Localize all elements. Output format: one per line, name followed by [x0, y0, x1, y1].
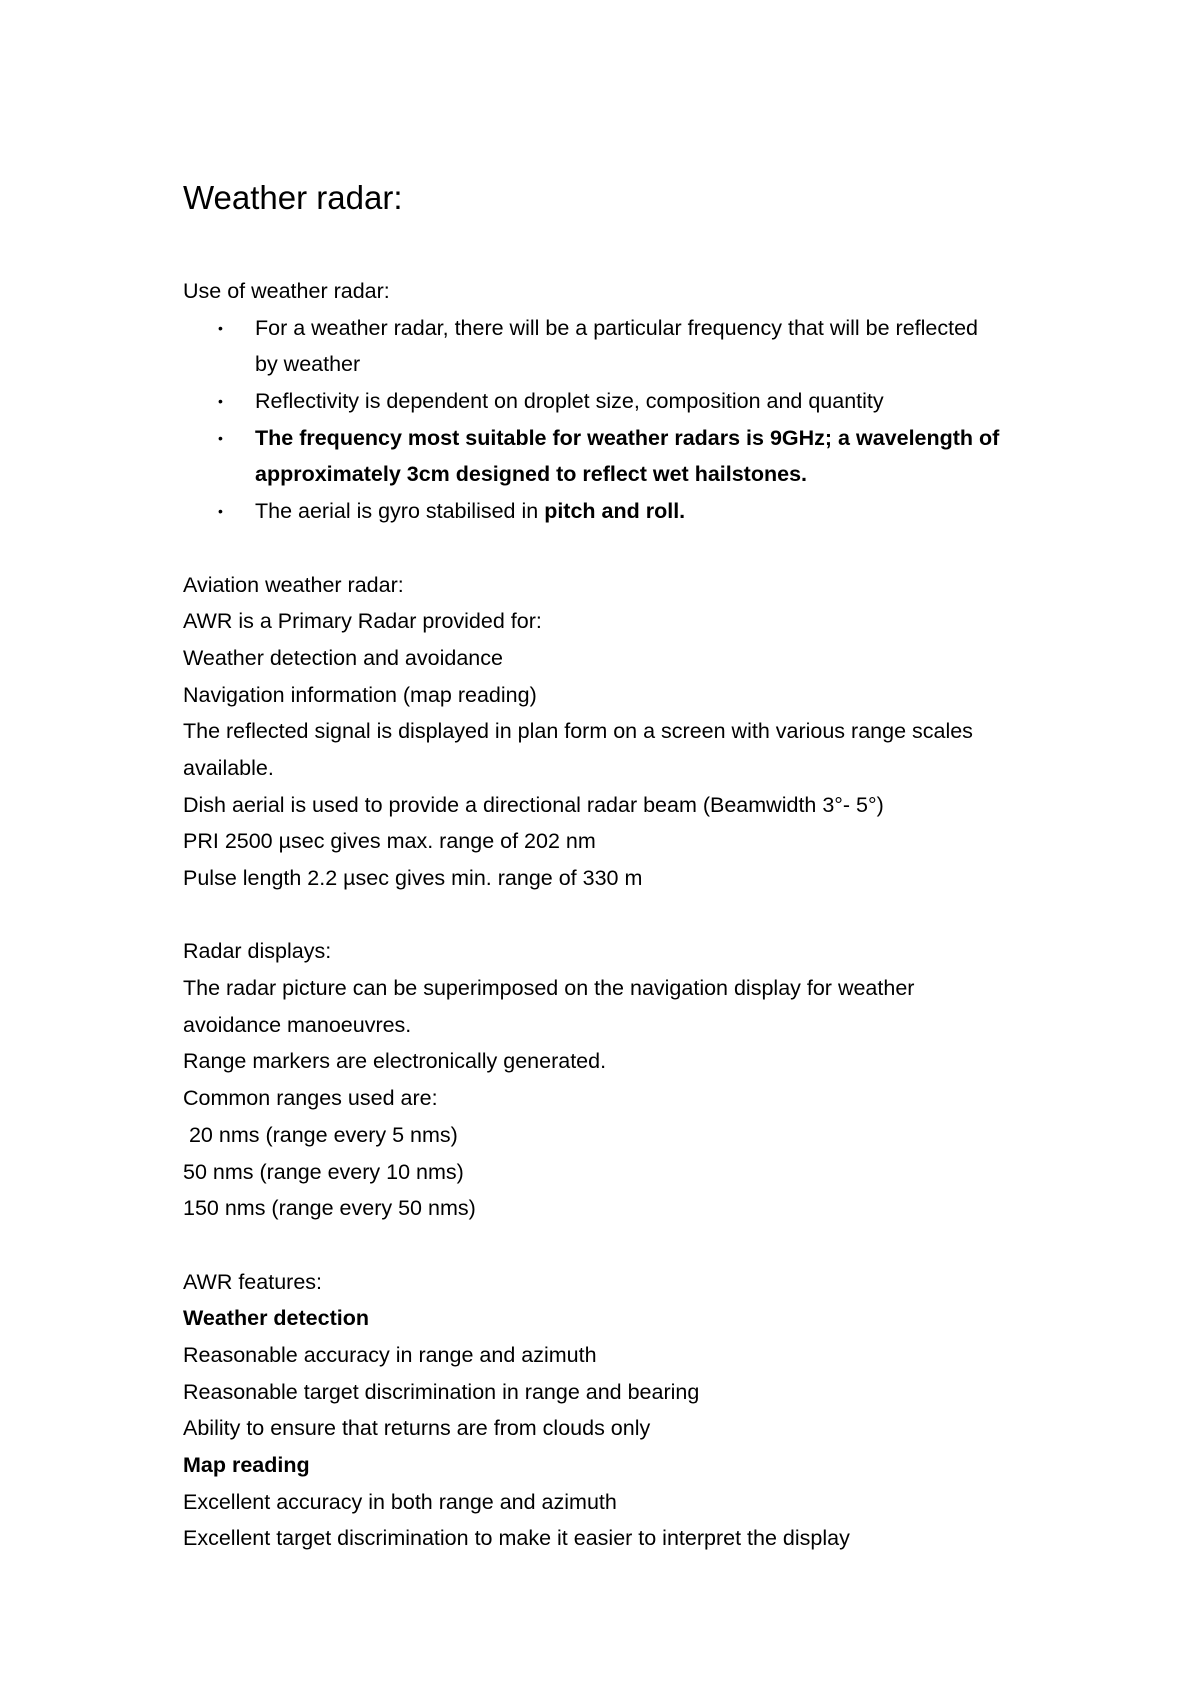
paragraph-gap — [183, 897, 1063, 934]
bullet-text-line: Reflectivity is dependent on droplet size, composition and quantity — [255, 389, 884, 414]
body-line: Weather detection and avoidance — [183, 645, 503, 670]
bullet-text-line: The frequency most suitable for weather radars is 9GHz; a wavelength of — [255, 425, 1000, 450]
bullet-icon: • — [218, 429, 223, 446]
document-title: Weather radar: — [183, 179, 403, 216]
body-line: Reasonable accuracy in range and azimuth — [183, 1342, 597, 1367]
body-line: Common ranges used are: — [183, 1086, 438, 1111]
bullet-text-line — [255, 493, 1063, 530]
body-line: 150 nms (range every 50 nms) — [183, 1196, 476, 1221]
bullet-list-use — [183, 310, 1063, 530]
bullet-item — [183, 310, 1063, 383]
bullet-icon: • — [218, 319, 223, 336]
bullet-text-line: approximately 3cm designed to reflect wet hailstones. — [255, 462, 807, 487]
body-line: Excellent target discrimination to make it easier to interpret the display — [183, 1526, 850, 1551]
bullet-text-line: by weather — [255, 352, 361, 377]
body-line: avoidance manoeuvres. — [183, 1012, 412, 1037]
section-heading-displays: Radar displays: — [183, 939, 332, 964]
subheading-map-reading: Map reading — [183, 1453, 310, 1477]
bullet-icon: • — [218, 503, 223, 520]
body-line: Dish aerial is used to provide a directional radar beam (Beamwidth 3°- 5°) — [183, 792, 884, 817]
bullet-item — [183, 493, 1063, 530]
paragraph-gap — [183, 1227, 1063, 1264]
bullet-item — [183, 383, 1063, 420]
bullet-icon: • — [218, 393, 223, 410]
subheading-weather-detection: Weather detection — [183, 1306, 369, 1331]
body-line: Reasonable target discrimination in range and bearing — [183, 1379, 700, 1404]
section-heading-aviation: Aviation weather radar: — [183, 572, 404, 597]
body-line: PRI 2500 µsec gives max. range of 202 nm — [183, 829, 596, 854]
body-line: 20 nms (range every 5 nms) — [183, 1122, 458, 1147]
body-line: The reflected signal is displayed in plan form on a screen with various range scales — [183, 719, 973, 744]
body-line: Excellent accuracy in both range and azimuth — [183, 1489, 617, 1514]
body-line: available. — [183, 755, 274, 780]
body-line: 50 nms (range every 10 nms) — [183, 1159, 464, 1184]
body-line: Ability to ensure that returns are from clouds only — [183, 1416, 651, 1441]
body-line: Range markers are electronically generated. — [183, 1049, 607, 1074]
body-line: Navigation information (map reading) — [183, 682, 537, 707]
body-line: The radar picture can be superimposed on the navigation display for weather — [183, 976, 915, 1001]
bullet-text-bold: pitch and roll. — [544, 499, 686, 524]
paragraph-gap — [183, 530, 1063, 567]
document-body — [183, 273, 1063, 1557]
body-line: Pulse length 2.2 µsec gives min. range of 330 m — [183, 866, 643, 890]
body-line: AWR is a Primary Radar provided for: — [183, 609, 542, 634]
bullet-text-regular: The aerial is gyro stabilised in — [255, 499, 545, 524]
bullet-item — [183, 420, 1063, 493]
section-heading-features: AWR features: — [183, 1269, 322, 1294]
section-heading-use: Use of weather radar: — [183, 279, 390, 303]
bullet-text-line: For a weather radar, there will be a particular frequency that will be reflected — [255, 315, 979, 340]
